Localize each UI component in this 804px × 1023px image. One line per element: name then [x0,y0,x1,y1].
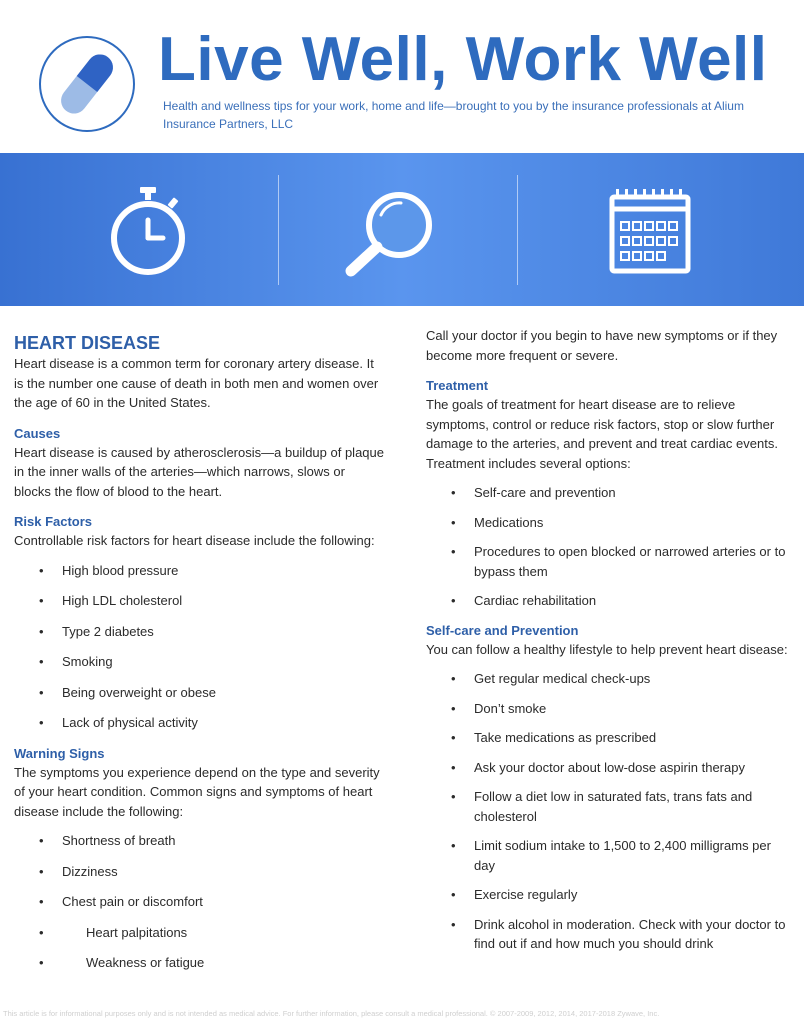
list-item-text: Smoking [62,654,113,669]
article-title: HEART DISEASE [14,333,161,353]
treatment-text: The goals of treatment for heart disease are to relieve symptoms, control or reduce risk factors, stop or slow further damage to the arteries, and prevent and treat cardiac events. Treatment includes several options: [426,397,778,471]
list-item [14,652,384,672]
bullet-icon: • [39,623,44,639]
list-item-text: Shortness of breath [62,833,176,848]
list-item [14,831,384,851]
bullet-icon: • [451,887,456,902]
list-item-text: Dizziness [62,863,118,879]
pill-capsule-icon [41,38,133,130]
list-item [14,561,384,581]
list-item-text: High LDL cholesterol [62,593,183,608]
bullet-icon: • [451,671,456,686]
list-item [426,513,794,533]
list-item-text: Exercise regularly [474,887,578,902]
list-item [14,713,384,733]
list-item [426,728,794,748]
list-item-text: Being overweight or obese [62,684,216,700]
list-item-text: Self-care and prevention [474,485,616,500]
bullet-icon: • [39,955,44,970]
banner-divider [278,175,279,285]
list-item-text: Medications [474,514,544,530]
list-item [426,915,794,954]
list-item-text: Don’t smoke [474,700,547,716]
list-item-text: Cardiac rehabilitation [474,593,597,608]
list-item [14,862,384,882]
bullet-icon: • [451,514,456,530]
list-item [14,591,384,611]
list-item [14,622,384,642]
icon-banner [0,153,804,306]
risk-factors-heading: Risk Factors [14,514,93,529]
list-item-text: Procedures to open blocked or narrowed arteries or to bypass them [474,544,786,579]
intro-text: Heart disease is a common term for coronary artery disease. It is the number one cause of death in both men and women over the age of 60 in the United States. [14,356,379,410]
bullet-icon: • [451,700,456,716]
bullet-icon: • [451,544,456,559]
list-item [14,683,384,703]
call-doctor-text: Call your doctor if you begin to have new symptoms or if they become more frequent or severe. [426,328,778,363]
list-item [426,669,794,689]
self-care-heading: Self-care and Prevention [426,622,579,638]
list-item-text: Take medications as prescribed [474,730,657,745]
bullet-icon: • [39,924,44,940]
list-item [426,836,794,875]
list-item-text: Ask your doctor about low-dose aspirin therapy [474,759,745,775]
bullet-icon: • [39,863,44,879]
magnifying-glass-icon [341,185,441,285]
bullet-icon: • [451,838,456,853]
list-item [14,953,384,973]
stopwatch-icon [108,184,188,276]
self-care-list [426,669,794,954]
bullet-icon: • [451,730,456,745]
page-header [0,0,804,152]
bullet-icon: • [39,684,44,700]
list-item-text: High blood pressure [62,562,179,578]
page-title: Live Well, Work Well [158,25,768,94]
list-item [426,699,794,719]
causes-heading: Causes [14,425,61,441]
list-item [426,542,794,581]
bullet-icon: • [451,485,456,500]
left-column [14,326,384,984]
bullet-icon: • [39,715,44,730]
causes-text: Heart disease is caused by atherosclerosis—a buildup of plaque in the inner walls of the arteries—which narrows, slows or blocks the flow of blood to the heart. [14,444,384,499]
risk-factors-text: Controllable risk factors for heart disease include the following: [14,533,375,548]
calendar-icon [609,187,693,277]
page-subtitle: Health and wellness tips for your work, home and life—brought to you by the insurance professionals at Alium Insurance Partners, LLC [163,99,744,131]
warning-signs-text: The symptoms you experience depend on the type and severity of your heart condition. Common signs and symptoms of heart disease include the following: [14,764,380,819]
list-item-text: Get regular medical check-ups [474,671,651,686]
list-item [426,758,794,778]
list-item [426,885,794,905]
bullet-icon: • [451,789,456,804]
bullet-icon: • [451,916,456,932]
banner-divider [517,175,518,285]
treatment-list [426,483,794,611]
right-column [426,326,794,964]
warning-signs-list [14,831,384,973]
bullet-icon: • [39,593,44,608]
risk-factors-list [14,561,384,733]
list-item-text: Weakness or fatigue [86,955,205,970]
bullet-icon: • [451,593,456,608]
logo [39,36,135,132]
list-item [426,787,794,826]
list-item [426,483,794,503]
bullet-icon: • [39,833,44,848]
list-item-text: Limit sodium intake to 1,500 to 2,400 milligrams per day [474,838,771,873]
bullet-icon: • [39,654,44,669]
list-item-text: Heart palpitations [86,924,188,940]
list-item [14,892,384,912]
warning-signs-heading: Warning Signs [14,745,105,761]
list-item-text: Type 2 diabetes [62,623,154,639]
self-care-text: You can follow a healthy lifestyle to help prevent heart disease: [426,641,788,657]
bullet-icon: • [451,759,456,775]
list-item [426,591,794,611]
list-item-text: Chest pain or discomfort [62,894,203,909]
treatment-heading: Treatment [426,378,489,393]
list-item-text: Drink alcohol in moderation. Check with your doctor to find out if and how much you should drink [474,916,786,951]
footer-disclaimer: This article is for informational purposes only and is not intended as medical advice. For further information, please consult a medical professional. © 2007-2009, 2012, 2014, 2017-2018 Zywave, Inc. [3,1009,660,1018]
list-item-text: Follow a diet low in saturated fats, trans fats and cholesterol [474,789,753,824]
bullet-icon: • [39,894,44,909]
list-item-text: Lack of physical activity [62,715,198,730]
list-item [14,923,384,943]
bullet-icon: • [39,562,44,578]
